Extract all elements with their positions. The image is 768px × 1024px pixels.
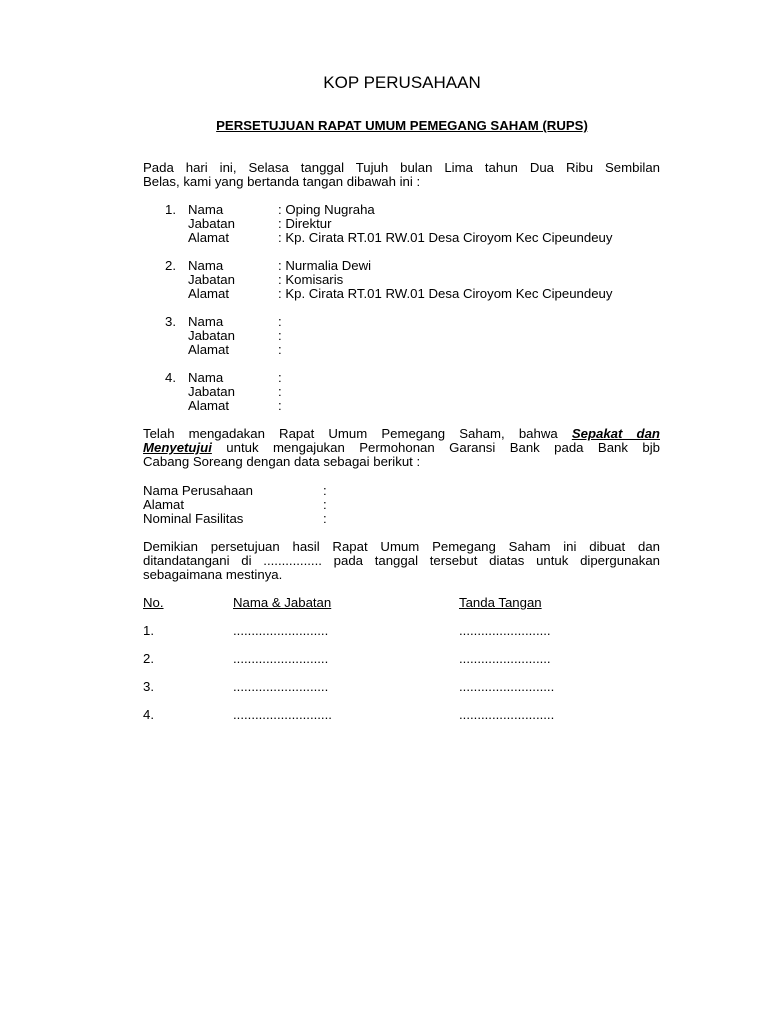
label-jabatan: Jabatan bbox=[188, 272, 235, 287]
person-nama-value: : bbox=[278, 370, 282, 385]
field-colon: : bbox=[323, 511, 327, 526]
sig-header-no: No. bbox=[143, 595, 164, 610]
person-jabatan-value: : Komisaris bbox=[278, 272, 344, 287]
body-text-part1: Telah mengadakan Rapat Umum Pemegang Saham, bahwa bbox=[143, 426, 572, 441]
person-nama-value: : bbox=[278, 314, 282, 329]
sig-row-ttd: .......................... bbox=[459, 707, 555, 722]
label-alamat: Alamat bbox=[188, 230, 230, 245]
closing-line-3: sebagaimana mestinya. bbox=[143, 567, 283, 582]
label-nama: Nama bbox=[188, 370, 224, 385]
label-nama: Nama bbox=[188, 314, 224, 329]
body-text-part2: untuk mengajukan Permohonan Garansi Bank pada Bank bjb bbox=[211, 440, 660, 455]
sig-header-tanda-tangan: Tanda Tangan bbox=[459, 595, 542, 610]
person-jabatan-value: : bbox=[278, 328, 282, 343]
sig-row-no: 2. bbox=[143, 651, 154, 666]
label-nama: Nama bbox=[188, 202, 224, 217]
label-jabatan: Jabatan bbox=[188, 384, 235, 399]
sig-row-ttd: ......................... bbox=[459, 623, 551, 638]
intro-line-2: Belas, kami yang bertanda tangan dibawah ini : bbox=[143, 174, 421, 189]
field-label-nominal-fasilitas: Nominal Fasilitas bbox=[143, 511, 244, 526]
intro-line-1: Pada hari ini, Selasa tanggal Tujuh bulan Lima tahun Dua Ribu Sembilan bbox=[143, 160, 660, 175]
person-nama-value: : Nurmalia Dewi bbox=[278, 258, 372, 273]
person-alamat-value: : bbox=[278, 342, 282, 357]
document-subtitle: PERSETUJUAN RAPAT UMUM PEMEGANG SAHAM (RUPS) bbox=[216, 118, 588, 133]
sig-row-nama: .......................... bbox=[233, 679, 329, 694]
sig-row-ttd: .......................... bbox=[459, 679, 555, 694]
label-jabatan: Jabatan bbox=[188, 216, 235, 231]
person-jabatan-value: : bbox=[278, 384, 282, 399]
closing-line-1: Demikian persetujuan hasil Rapat Umum Pemegang Saham ini dibuat dan bbox=[143, 539, 660, 554]
sig-row-nama: .......................... bbox=[233, 623, 329, 638]
closing-line-2: ditandatangani di ................ pada tanggal tersebut diatas untuk dipergunakan bbox=[143, 553, 660, 568]
field-label-nama-perusahaan: Nama Perusahaan bbox=[143, 483, 253, 498]
person-number: 4. bbox=[165, 370, 176, 385]
person-alamat-value: : Kp. Cirata RT.01 RW.01 Desa Ciroyom Kec Cipeundeuy bbox=[278, 230, 613, 245]
field-colon: : bbox=[323, 483, 327, 498]
body-line-1 bbox=[143, 427, 660, 441]
agreement-emphasis-2: Menyetujui bbox=[143, 440, 212, 455]
field-label-alamat: Alamat bbox=[143, 497, 185, 512]
agreement-emphasis-1: Sepakat dan bbox=[571, 426, 660, 441]
person-number: 2. bbox=[165, 258, 176, 273]
person-number: 3. bbox=[165, 314, 176, 329]
sig-row-no: 1. bbox=[143, 623, 154, 638]
person-nama-value: : Oping Nugraha bbox=[278, 202, 375, 217]
person-number: 1. bbox=[165, 202, 176, 217]
person-jabatan-value: : Direktur bbox=[278, 216, 332, 231]
label-alamat: Alamat bbox=[188, 398, 230, 413]
label-nama: Nama bbox=[188, 258, 224, 273]
field-colon: : bbox=[323, 497, 327, 512]
sig-row-no: 4. bbox=[143, 707, 154, 722]
letterhead-title: KOP PERUSAHAAN bbox=[323, 73, 481, 92]
sig-row-nama: .......................... bbox=[233, 651, 329, 666]
label-alamat: Alamat bbox=[188, 286, 230, 301]
sig-header-nama-jabatan: Nama & Jabatan bbox=[233, 595, 332, 610]
sig-row-ttd: ......................... bbox=[459, 651, 551, 666]
sig-row-nama: ........................... bbox=[233, 707, 332, 722]
person-alamat-value: : Kp. Cirata RT.01 RW.01 Desa Ciroyom Kec Cipeundeuy bbox=[278, 286, 613, 301]
person-alamat-value: : bbox=[278, 398, 282, 413]
body-line-2 bbox=[143, 441, 660, 455]
body-line-3: Cabang Soreang dengan data sebagai berikut : bbox=[143, 454, 421, 469]
sig-row-no: 3. bbox=[143, 679, 154, 694]
label-jabatan: Jabatan bbox=[188, 328, 235, 343]
label-alamat: Alamat bbox=[188, 342, 230, 357]
